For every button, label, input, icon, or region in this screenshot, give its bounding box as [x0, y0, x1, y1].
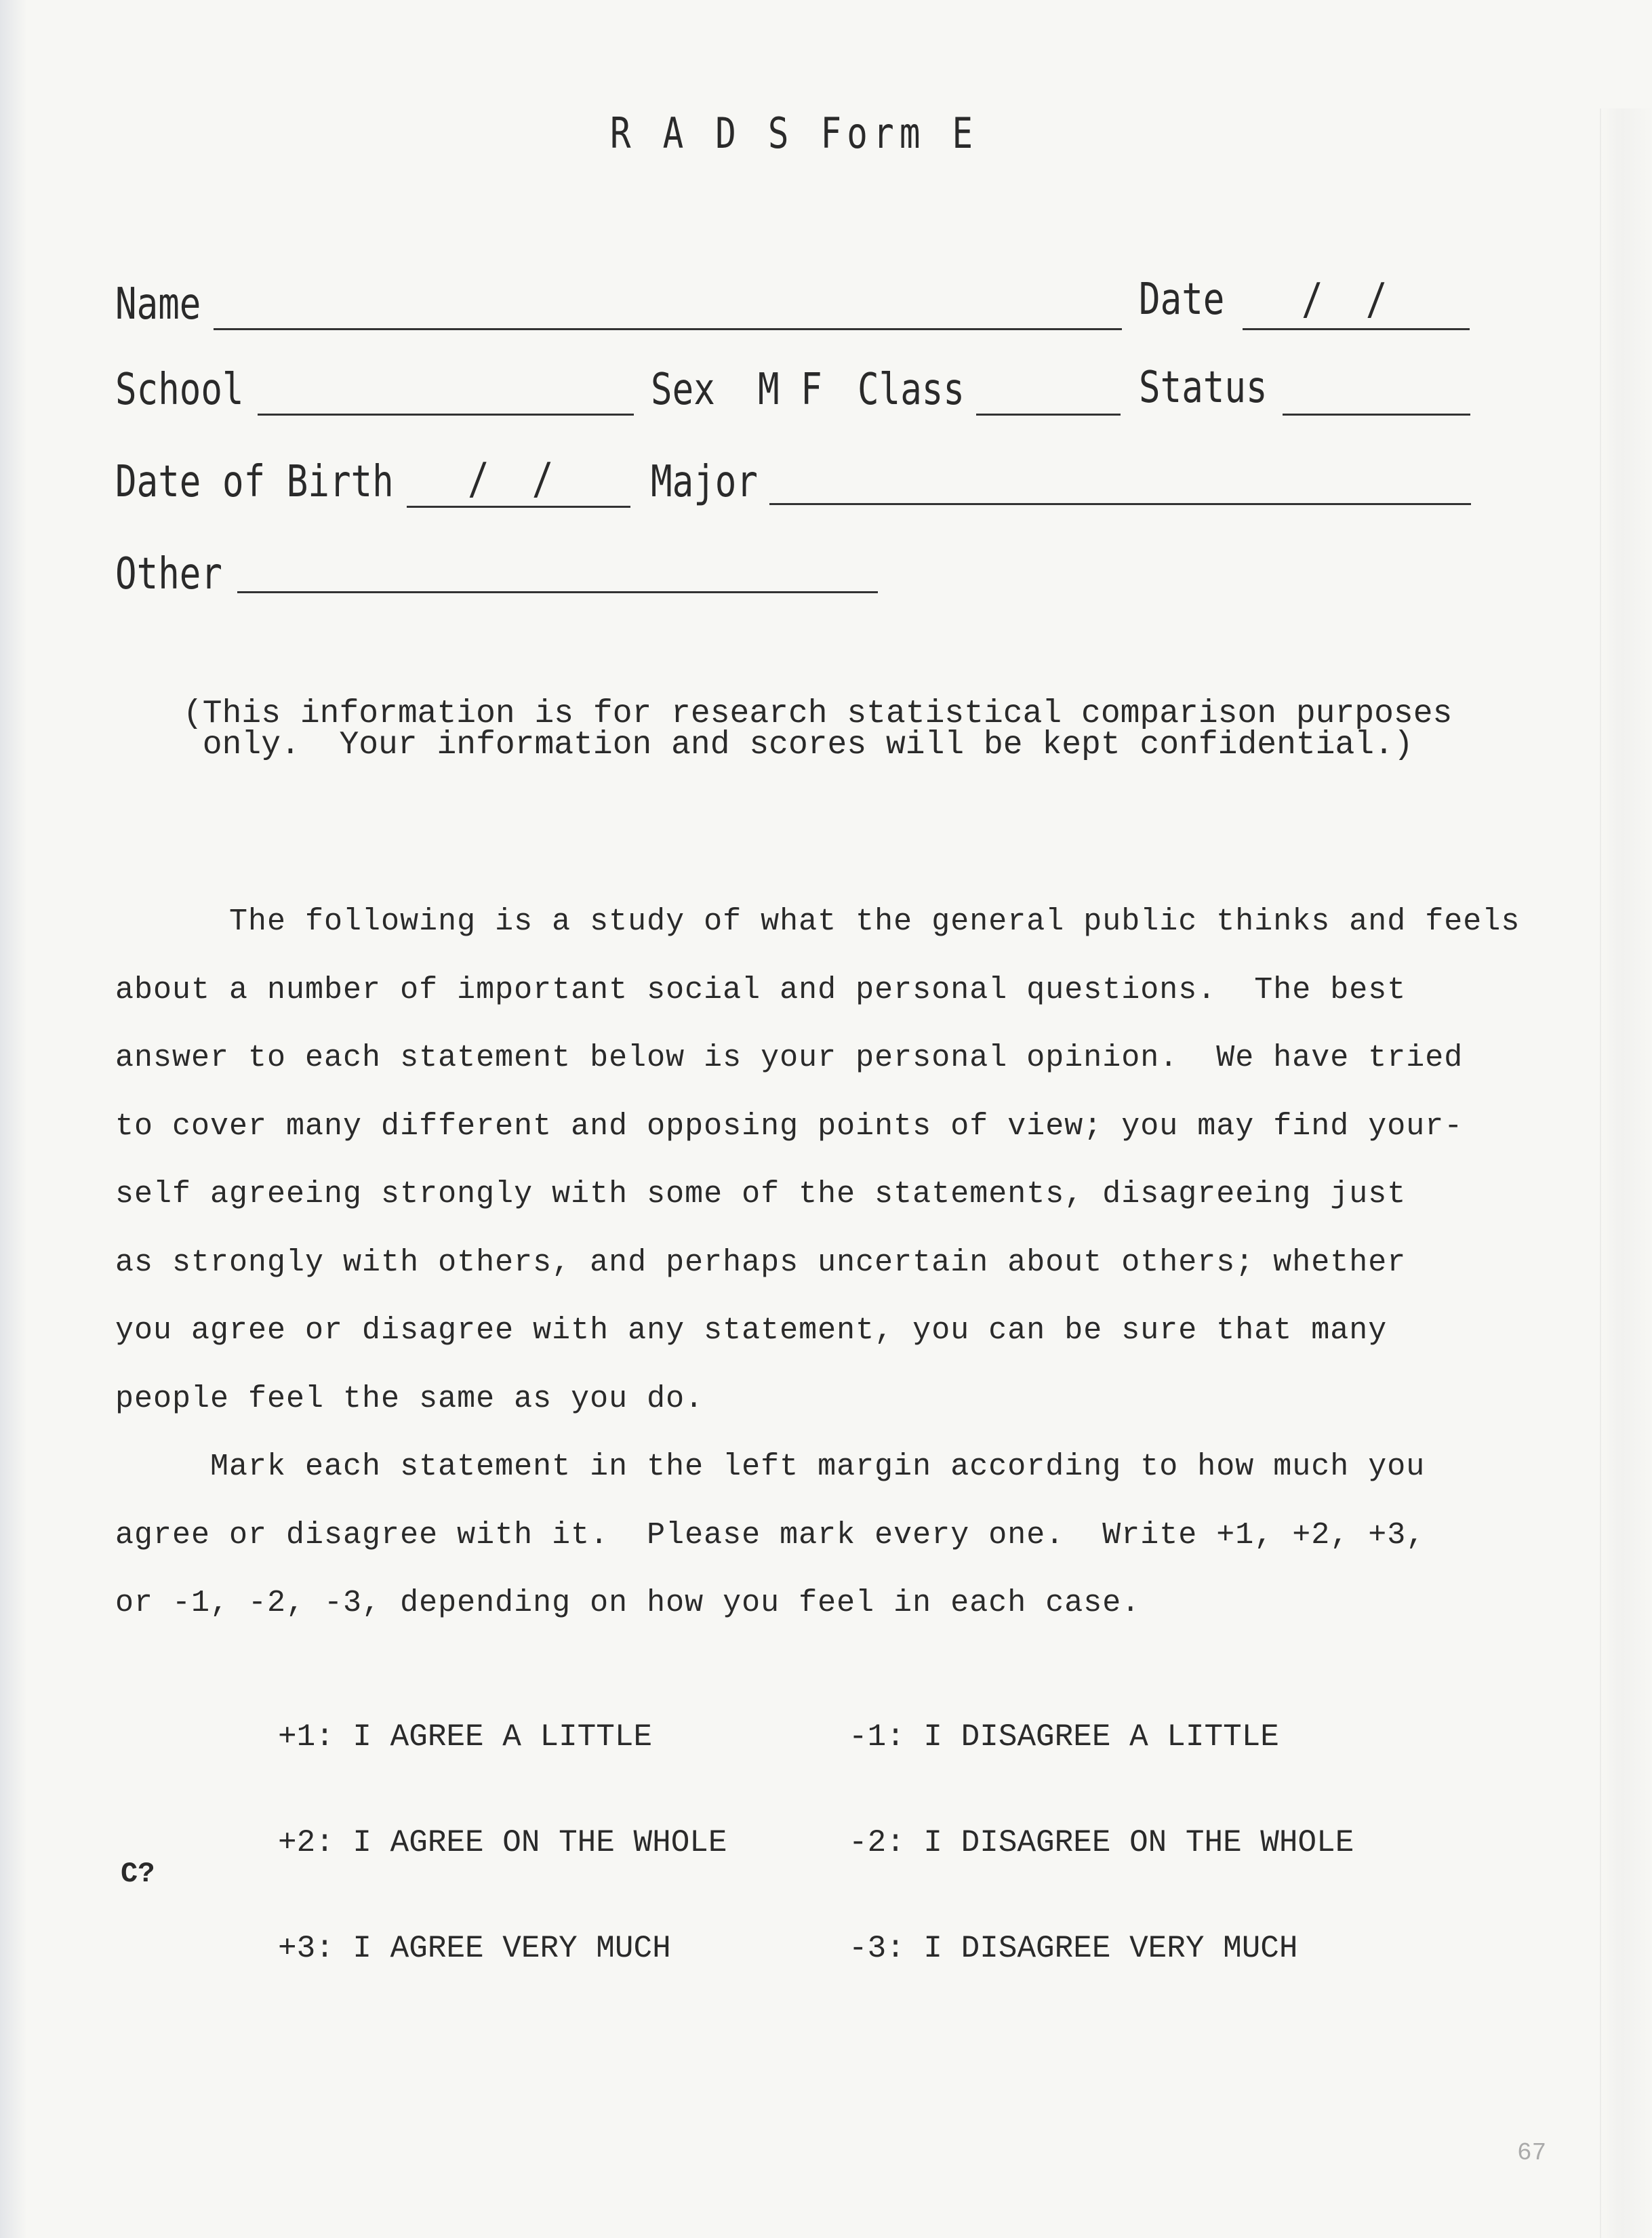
note-line: only. Your information and scores will be kept confidential.) [183, 727, 1413, 763]
form-title: R A D S Form E [610, 108, 979, 158]
scan-edge [1600, 108, 1652, 2238]
status-label: Status [1139, 363, 1268, 413]
instruction-line: The following is a study of what the general public thinks and feels [115, 904, 1520, 939]
school-label: School [115, 365, 244, 415]
scale-item: +2: I AGREE ON THE WHOLE [278, 1825, 727, 1860]
major-label: Major [651, 457, 758, 507]
instructions [115, 888, 1566, 1638]
sex-label: Sex M F [651, 365, 822, 415]
note-line: (This information is for research statistical comparison purposes [183, 696, 1453, 732]
major-field[interactable] [769, 503, 1471, 505]
dob-slashes: / / [468, 454, 554, 504]
agree-scale [278, 1649, 727, 2001]
page-number: 67 [1517, 2139, 1547, 2167]
disagree-scale [849, 1649, 1354, 2001]
scale-item: -2: I DISAGREE ON THE WHOLE [849, 1825, 1354, 1860]
class-label: Class [858, 365, 965, 415]
school-field[interactable] [258, 414, 634, 416]
dob-field[interactable] [407, 506, 630, 508]
instruction-line: agree or disagree with it. Please mark every one. Write +1, +2, +3, [115, 1517, 1426, 1553]
scale-item: +1: I AGREE A LITTLE [278, 1719, 653, 1755]
dob-label: Date of Birth [115, 457, 394, 507]
date-field[interactable] [1243, 328, 1470, 330]
instruction-line: people feel the same as you do. [115, 1381, 704, 1416]
instruction-line: to cover many different and opposing points of view; you may find your- [115, 1108, 1464, 1144]
scale-item: -1: I DISAGREE A LITTLE [849, 1719, 1279, 1755]
date-label: Date [1139, 275, 1225, 325]
form-code: C? [121, 1858, 155, 1890]
confidentiality-note [183, 698, 1579, 761]
other-label: Other [115, 549, 222, 599]
instruction-line: self agreeing strongly with some of the statements, disagreeing just [115, 1177, 1407, 1212]
instruction-line: or -1, -2, -3, depending on how you feel in each case. [115, 1586, 1141, 1620]
status-field[interactable] [1283, 414, 1470, 416]
name-label: Name [115, 279, 201, 329]
name-field[interactable] [214, 328, 1122, 330]
scan-shadow [0, 0, 27, 2238]
scale-item: +3: I AGREE VERY MUCH [278, 1931, 671, 1966]
instruction-line: about a number of important social and personal questions. The best [115, 972, 1407, 1007]
instruction-line: you agree or disagree with any statement, you can be sure that many [115, 1313, 1388, 1348]
instruction-line: Mark each statement in the left margin according to how much you [115, 1450, 1426, 1484]
other-field[interactable] [237, 591, 878, 593]
scale-item: -3: I DISAGREE VERY MUCH [849, 1931, 1298, 1966]
instruction-line: answer to each statement below is your personal opinion. We have tried [115, 1041, 1464, 1075]
class-field[interactable] [976, 414, 1121, 416]
instruction-line: as strongly with others, and perhaps uncertain about others; whether [115, 1245, 1407, 1280]
date-slashes: / / [1302, 275, 1388, 325]
